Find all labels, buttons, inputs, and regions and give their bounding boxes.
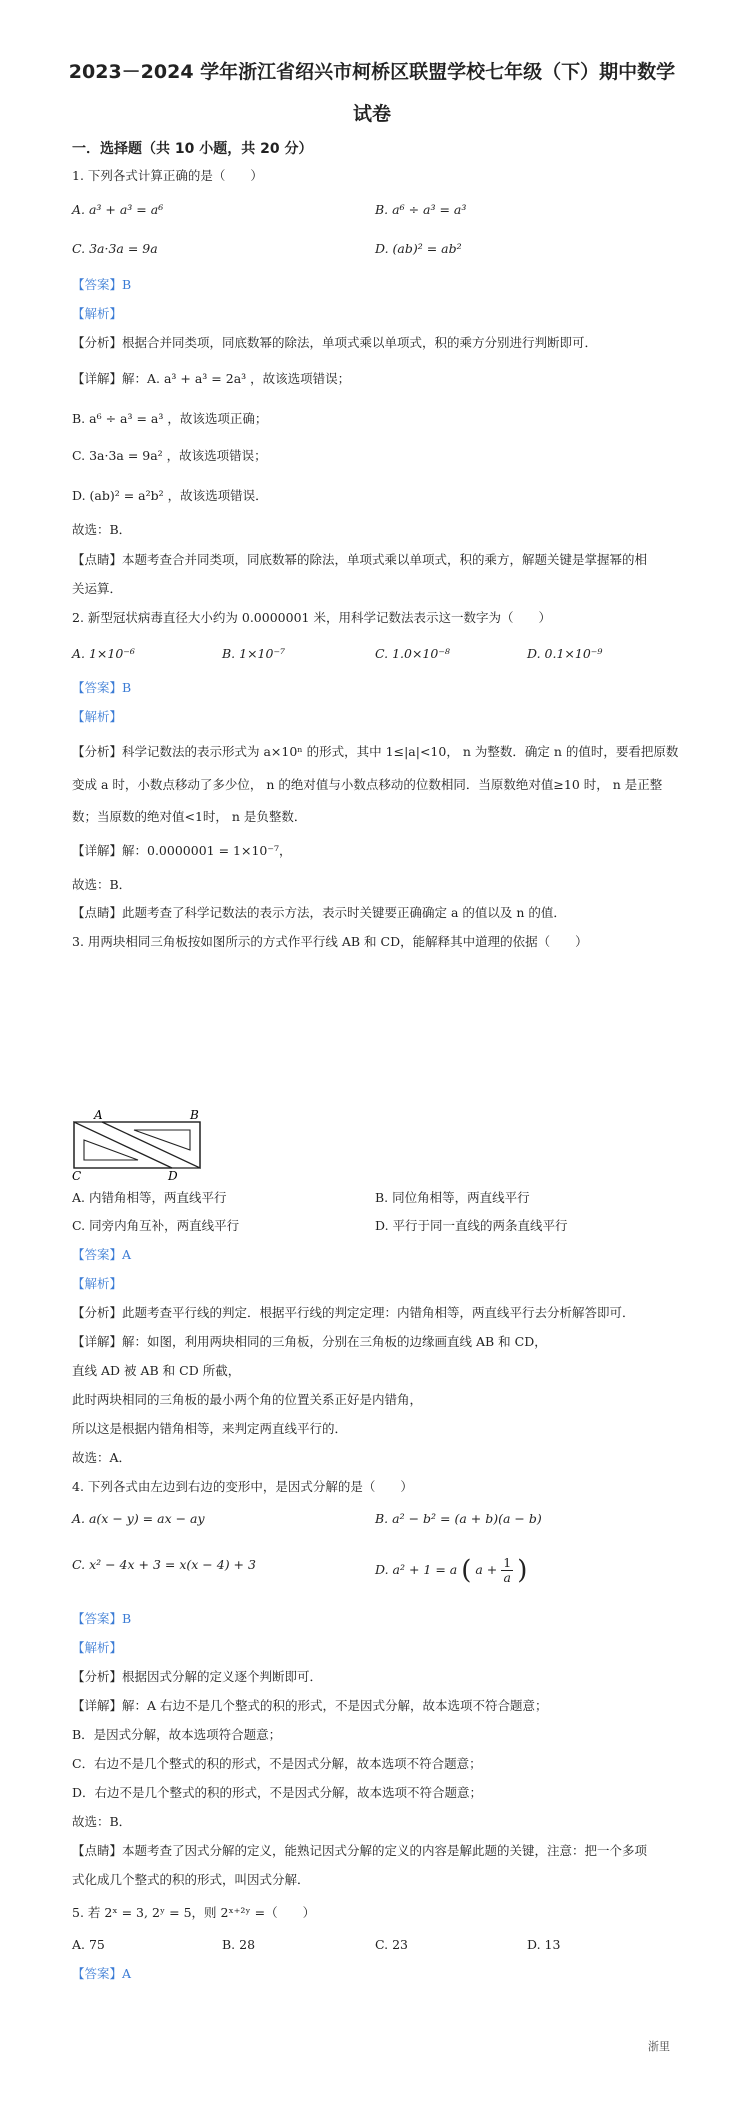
q2-dianjing: 【点睛】此题考查了科学记数法的表示方法，表示时关键要正确确定 a 的值以及 n 的值． xyxy=(72,905,566,920)
q2-fenxi-2: 变成 a 时，小数点移动了多少位， n 的绝对值与小数点移动的位数相同．当原数绝对值≥10 时， n 是正整 xyxy=(72,777,663,792)
q2-jiexi-tag: 【解析】 xyxy=(72,709,123,724)
q2-option-c: C. 1.0×10⁻⁸ xyxy=(375,646,450,661)
q4-stem: 4. 下列各式由左边到右边的变形中，是因式分解的是（ ） xyxy=(72,1479,413,1494)
page-title-line1: 2023－2024 学年浙江省绍兴市柯桥区联盟学校七年级（下）期中数学 xyxy=(68,61,676,83)
q1-stem: 1. 下列各式计算正确的是（ ） xyxy=(72,168,263,183)
q4-line-c: C．右边不是几个整式的积的形式，不是因式分解，故本选项不符合题意； xyxy=(72,1756,482,1771)
q1-dianjing-2: 关运算． xyxy=(72,581,123,596)
q4-dianjing-2: 式化成几个整式的积的形式，叫因式分解． xyxy=(72,1872,310,1887)
q1-jiexi-tag: 【解析】 xyxy=(72,306,123,321)
q4-option-a: A. a(x − y) = ax − ay xyxy=(72,1511,205,1526)
q4-line-b: B．是因式分解，故本选项符合题意； xyxy=(72,1727,282,1742)
q2-answer: 【答案】B xyxy=(72,680,132,695)
q4-answer: 【答案】B xyxy=(72,1611,132,1626)
q4-line-d: D．右边不是几个整式的积的形式，不是因式分解，故本选项不符合题意； xyxy=(72,1785,483,1800)
q1-answer: 【答案】B xyxy=(72,277,132,292)
q2-option-a: A. 1×10⁻⁶ xyxy=(72,646,135,661)
q3-option-a: A. 内错角相等，两直线平行 xyxy=(72,1190,227,1205)
q4-option-d-denominator: a xyxy=(503,1570,511,1585)
q5-stem: 5. 若 2ˣ = 3, 2ʸ = 5，则 2ˣ⁺²ʸ =（ ） xyxy=(72,1905,316,1920)
q2-option-d: D. 0.1×10⁻⁹ xyxy=(527,646,603,661)
q4-option-d xyxy=(375,1556,527,1585)
q3-xiangjie: 【详解】解：如图，利用两块相同的三角板，分别在三角板的边缘画直线 AB 和 CD， xyxy=(72,1334,547,1349)
q3-option-c: C. 同旁内角互补，两直线平行 xyxy=(72,1218,240,1233)
q2-option-b: B. 1×10⁻⁷ xyxy=(222,646,286,661)
q4-dianjing-1: 【点睛】本题考查了因式分解的定义，能熟记因式分解的定义的内容是解此题的关键，注意：把一个多项 xyxy=(72,1843,648,1858)
q3-answer: 【答案】A xyxy=(72,1247,132,1262)
label-a: A xyxy=(94,1110,103,1122)
q1-option-a: A. a³ + a³ = a⁶ xyxy=(72,202,164,217)
q1-dianjing-1: 【点睛】本题考查合并同类项，同底数幂的除法，单项式乘以单项式，积的乘方，解题关键是掌握幂的相 xyxy=(72,552,648,567)
q3-option-d: D. 平行于同一直线的两条直线平行 xyxy=(375,1218,568,1233)
q3-fenxi: 【分析】此题考查平行线的判定．根据平行线的判定定理：内错角相等，两直线平行去分析解答即可． xyxy=(72,1305,635,1320)
left-triangle-inner xyxy=(84,1140,138,1160)
q1-option-b: B. a⁶ ÷ a³ = a³ xyxy=(375,202,467,217)
label-c: C xyxy=(72,1169,82,1180)
q4-option-b: B. a² − b² = (a + b)(a − b) xyxy=(375,1511,542,1526)
q4-option-d-paren-left: ( xyxy=(461,1555,472,1586)
q2-fenxi-1: 【分析】科学记数法的表示形式为 a×10ⁿ 的形式，其中 1≤|a|<10， n 为整数．确定 n 的值时，要看把原数 xyxy=(72,744,679,759)
q4-jiexi-tag: 【解析】 xyxy=(72,1640,123,1655)
q1-line-c: C. 3a·3a = 9a² ，故该选项错误； xyxy=(72,448,267,463)
right-triangle-inner xyxy=(134,1130,190,1150)
left-triangle xyxy=(74,1122,172,1168)
q4-option-d-paren-right: ) xyxy=(517,1555,528,1586)
q2-xiangjie: 【详解】解：0.0000001 = 1×10⁻⁷， xyxy=(72,843,292,858)
q4-option-c: C. x² − 4x + 3 = x(x − 4) + 3 xyxy=(72,1557,256,1572)
q1-line-b: B. a⁶ ÷ a³ = a³ ，故该选项正确； xyxy=(72,411,268,426)
q5-answer: 【答案】A xyxy=(72,1966,132,1981)
q2-stem: 2. 新型冠状病毒直径大小约为 0.0000001 米，用科学记数法表示这一数字为（ ） xyxy=(72,610,551,625)
q5-option-d: D. 13 xyxy=(527,1937,561,1952)
q3-jiexi-tag: 【解析】 xyxy=(72,1276,123,1291)
q3-line-2: 直线 AD 被 AB 和 CD 所截， xyxy=(72,1363,241,1378)
q4-option-d-fraction xyxy=(501,1556,513,1585)
section-heading: 一．选择题（共 10 小题，共 20 分） xyxy=(72,141,313,157)
q3-stem: 3. 用两块相同三角板按如图所示的方式作平行线 AB 和 CD，能解释其中道理的依据（ ） xyxy=(72,934,588,949)
q3-line-3: 此时两块相同的三角板的最小两个角的位置关系正好是内错角， xyxy=(72,1392,423,1407)
figure-outline xyxy=(74,1122,200,1168)
q4-fenxi: 【分析】根据因式分解的定义逐个判断即可． xyxy=(72,1669,323,1684)
q3-guxuan: 故选：A． xyxy=(72,1450,132,1465)
q5-option-b: B. 28 xyxy=(222,1937,256,1952)
q3-line-4: 所以这是根据内错角相等，来判定两直线平行的． xyxy=(72,1421,348,1436)
q1-guxuan: 故选：B． xyxy=(72,522,132,537)
page-title-line2: 试卷 xyxy=(352,103,391,125)
triangle-rulers-figure xyxy=(72,1110,212,1180)
q1-line-d: D. (ab)² = a²b² ，故该选项错误． xyxy=(72,488,268,503)
label-b: B xyxy=(190,1110,199,1122)
q4-option-d-prefix: D. a² + 1 = a xyxy=(375,1562,458,1577)
right-triangle xyxy=(102,1122,200,1168)
q1-fenxi: 【分析】根据合并同类项，同底数幂的除法，单项式乘以单项式，积的乘方分别进行判断即可． xyxy=(72,335,598,350)
q1-option-c: C. 3a·3a = 9a xyxy=(72,241,158,256)
page-footer: 浙里 xyxy=(648,2040,670,2053)
label-d: D xyxy=(168,1169,178,1180)
q1-option-d: D. (ab)² = ab² xyxy=(375,241,462,256)
q4-guxuan: 故选：B． xyxy=(72,1814,132,1829)
q4-xiangjie: 【详解】解：A 右边不是几个整式的积的形式，不是因式分解，故本选项不符合题意； xyxy=(72,1698,548,1713)
q4-option-d-a: a + xyxy=(475,1562,498,1577)
q5-option-c: C. 23 xyxy=(375,1937,408,1952)
q1-xiangjie: 【详解】解：A. a³ + a³ = 2a³ ，故该选项错误； xyxy=(72,371,351,386)
q3-option-b: B. 同位角相等，两直线平行 xyxy=(375,1190,530,1205)
q2-fenxi-3: 数；当原数的绝对值<1时， n 是负整数． xyxy=(72,809,307,824)
q2-guxuan: 故选：B． xyxy=(72,877,132,892)
q4-option-d-numerator: 1 xyxy=(503,1555,512,1570)
q5-option-a: A. 75 xyxy=(72,1937,105,1952)
